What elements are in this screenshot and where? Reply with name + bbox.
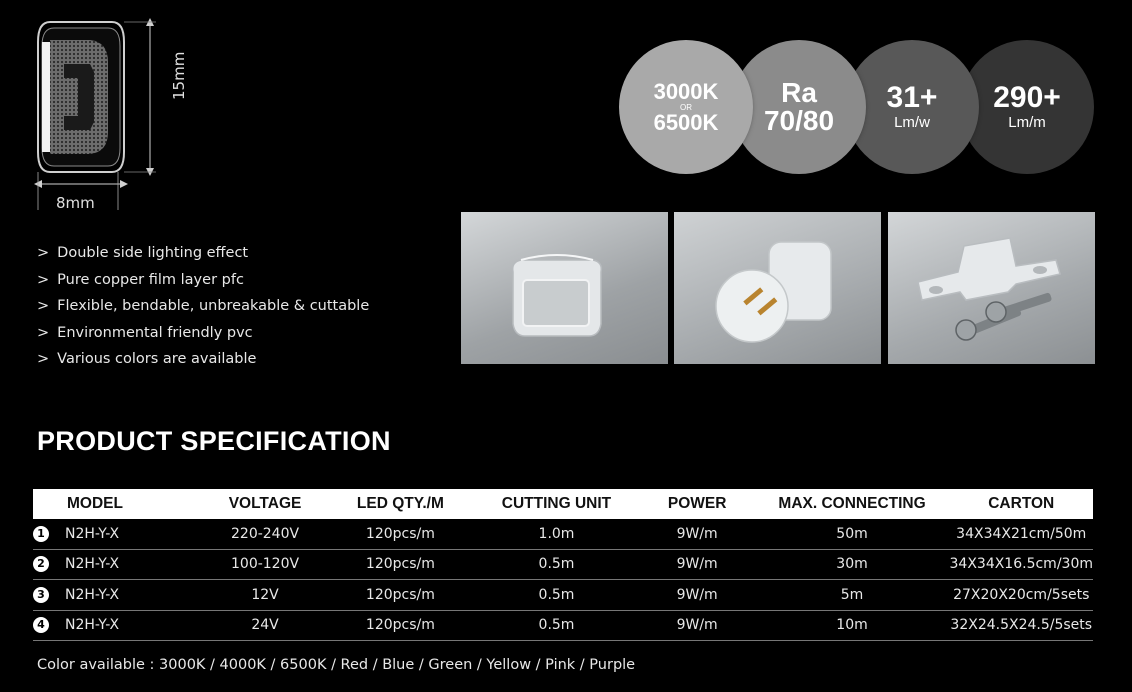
row-number-badge: 2	[33, 556, 49, 572]
spec-badges	[619, 40, 1094, 175]
header-voltage: VOLTAGE	[203, 489, 328, 519]
row-number-badge: 1	[33, 526, 49, 542]
cct-badge: 3000K OR 6500K	[619, 40, 753, 174]
colors-available-line: Color available : 3000K / 4000K / 6500K / Red / Blue / Green / Yellow / Pink / Purple	[37, 657, 636, 673]
feature-item: > Pure copper film layer pfc	[37, 271, 244, 288]
feature-item: > Flexible, bendable, unbreakable & cuttable	[37, 298, 370, 314]
flux-badge: 290+ Lm/m	[960, 40, 1094, 174]
row-number-badge: 4	[33, 617, 49, 633]
feature-item: > Various colors are available	[37, 351, 257, 367]
feature-item: > Double side lighting effect	[37, 245, 249, 261]
spec-table	[33, 489, 1093, 641]
ra-badge: Ra 70/80	[732, 40, 866, 174]
plug-connector-photo	[674, 212, 881, 364]
end-cap-photo	[461, 212, 668, 364]
feature-item: > Environmental friendly pvc	[37, 324, 253, 341]
profile-diagram	[20, 12, 190, 217]
row-number-badge: 3	[33, 587, 49, 603]
height-dimension-label: 15mm	[170, 51, 188, 100]
table-row: 2 N2H-Y-X 100-120V 120pcs/m 0.5m 9W/m 30m 34X34X16.5cm/30m	[33, 549, 1093, 580]
header-cutting-unit: CUTTING UNIT	[473, 489, 640, 519]
mounting-clip-icon	[888, 212, 1095, 364]
efficacy-badge: 31+ Lm/w	[845, 40, 979, 174]
header-led-qty: LED QTY./M	[328, 489, 474, 519]
end-cap-icon	[461, 212, 668, 364]
feature-list	[37, 240, 369, 373]
spec-title: PRODUCT SPECIFICATION	[37, 426, 391, 456]
header-model: MODEL	[33, 489, 203, 519]
header-carton: CARTON	[950, 489, 1094, 519]
header-max-connecting: MAX. CONNECTING	[755, 489, 950, 519]
mounting-clip-photo	[888, 212, 1095, 364]
width-dimension-label: 8mm	[56, 194, 95, 212]
header-power: POWER	[640, 489, 755, 519]
table-row: 3 N2H-Y-X 12V 120pcs/m 0.5m 9W/m 5m 27X20X20cm/5sets	[33, 580, 1093, 611]
plug-connector-icon	[674, 212, 881, 364]
table-header-row	[33, 489, 1093, 519]
table-row: 1 N2H-Y-X 220-240V 120pcs/m 1.0m 9W/m 50m 34X34X21cm/50m	[33, 519, 1093, 549]
neon-profile-icon	[20, 12, 190, 217]
table-row: 4 N2H-Y-X 24V 120pcs/m 0.5m 9W/m 10m 32X24.5X24.5/5sets	[33, 610, 1093, 641]
